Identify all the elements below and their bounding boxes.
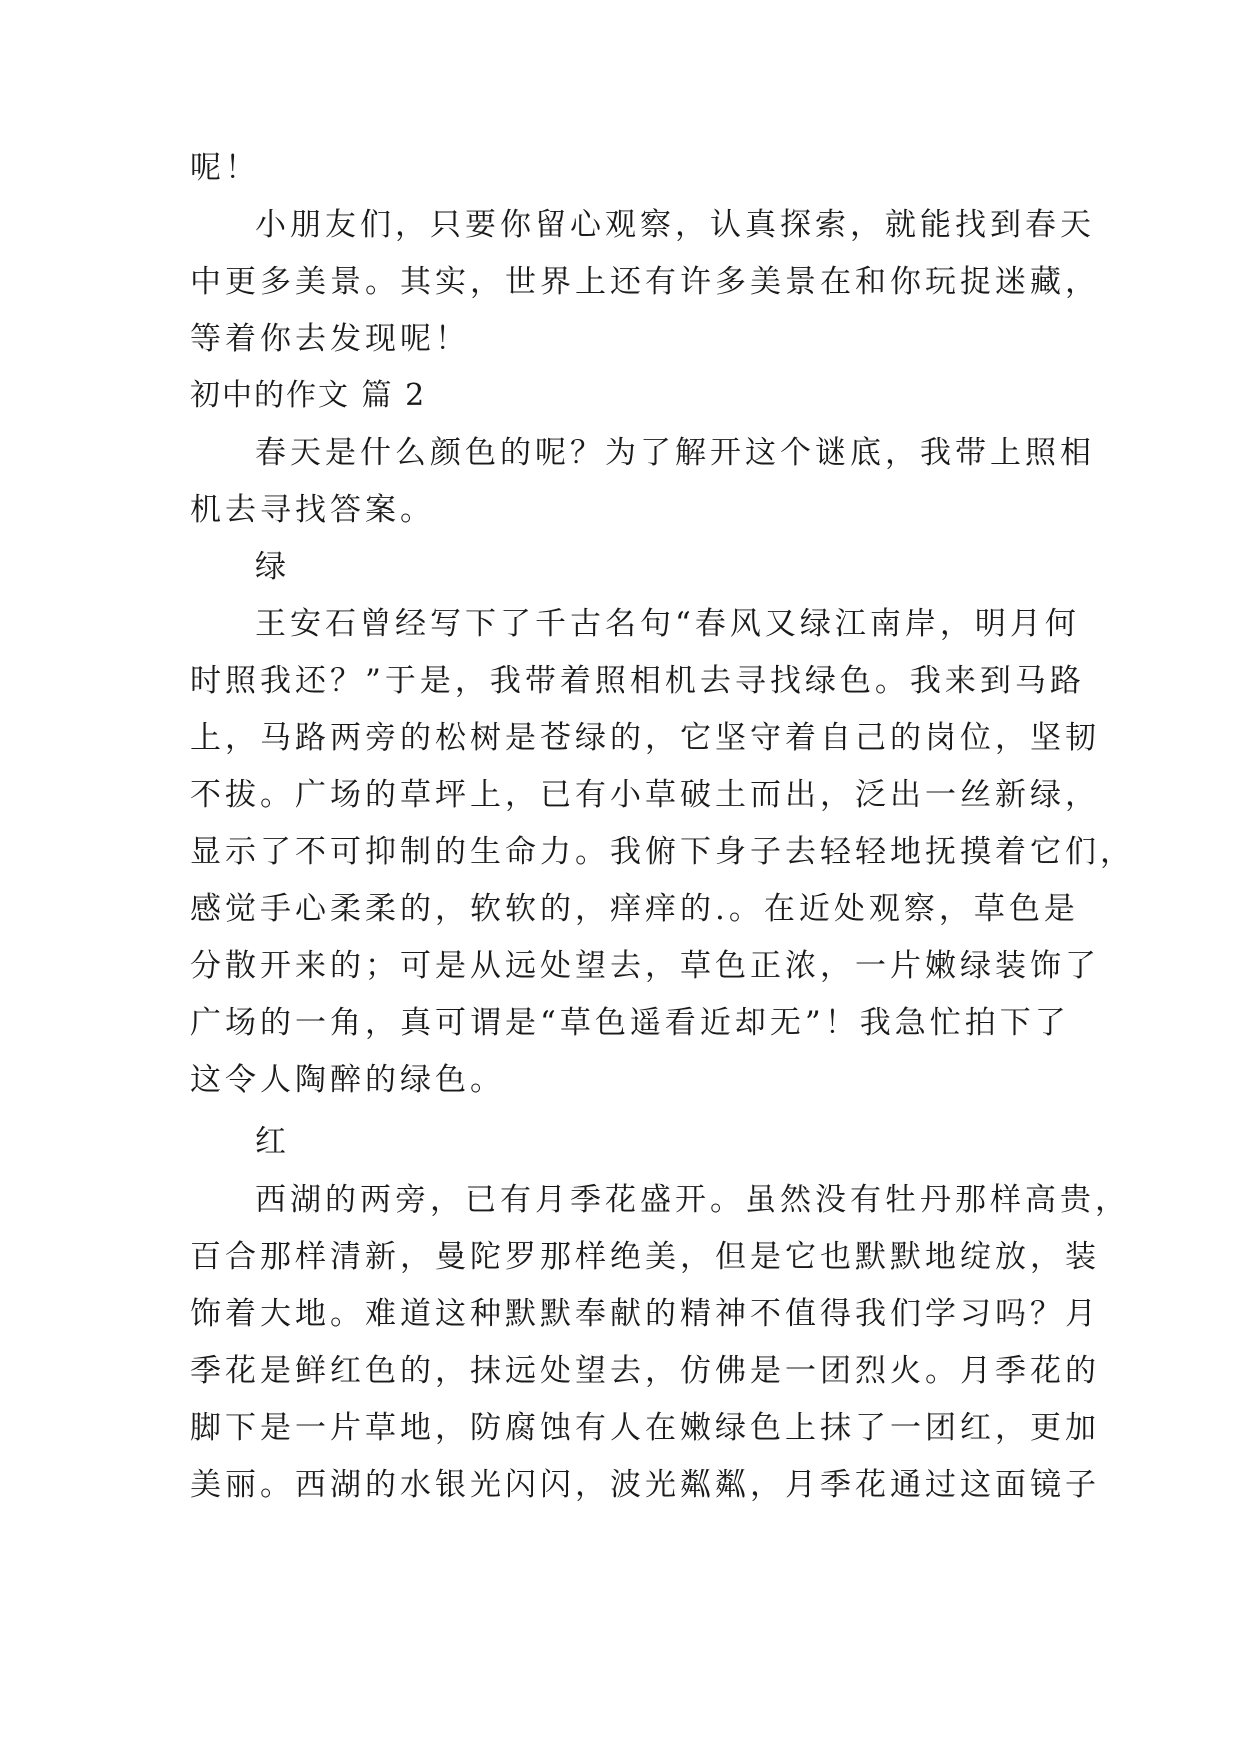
text-line: 不拔。广场的草坪上，已有小草破土而出，泛出一丝新绿，: [190, 777, 1100, 813]
text-line: 上，马路两旁的松树是苍绿的，它坚守着自己的岗位，坚韧: [190, 720, 1100, 756]
text-line: 中更多美景。其实，世界上还有许多美景在和你玩捉迷藏，: [190, 264, 1100, 300]
text-line: 显示了不可抑制的生命力。我俯下身子去轻轻地抚摸着它们，: [190, 834, 1135, 870]
text-line: 机去寻找答案。: [190, 492, 435, 528]
text-line: 感觉手心柔柔的，软软的，痒痒的.。在近处观察，草色是: [190, 891, 1079, 927]
text-line: 等着你去发现呢！: [190, 321, 470, 357]
text-line: 呢！: [190, 150, 260, 186]
paragraph-start: 王安石曾经写下了千古名句“春风又绿江南岸，明月何: [255, 606, 1080, 642]
text-line: 季花是鲜红色的，抹远处望去，仿佛是一团烈火。月季花的: [190, 1353, 1100, 1389]
text-line: 饰着大地。难道这种默默奉献的精神不值得我们学习吗？月: [190, 1296, 1100, 1332]
subheading-green: 绿: [255, 549, 290, 585]
section-heading: 初中的作文 篇 2: [190, 378, 427, 413]
text-line: 百合那样清新，曼陀罗那样绝美，但是它也默默地绽放，装: [190, 1239, 1100, 1275]
text-line: 时照我还？”于是，我带着照相机去寻找绿色。我来到马路: [190, 663, 1085, 699]
text-line: 分散开来的；可是从远处望去，草色正浓，一片嫩绿装饰了: [190, 948, 1100, 984]
text-line: 这令人陶醉的绿色。: [190, 1062, 505, 1098]
paragraph-start: 小朋友们，只要你留心观察，认真探索，就能找到春天: [255, 207, 1095, 243]
subheading-red: 红: [255, 1124, 290, 1160]
text-line: 脚下是一片草地，防腐蚀有人在嫩绿色上抹了一团红，更加: [190, 1410, 1100, 1446]
text-line: 广场的一角，真可谓是“草色遥看近却无”！我急忙拍下了: [190, 1005, 1070, 1041]
text-line: 美丽。西湖的水银光闪闪，波光粼粼，月季花通过这面镜子: [190, 1467, 1100, 1503]
paragraph-start: 西湖的两旁，已有月季花盛开。虽然没有牡丹那样高贵，: [255, 1182, 1130, 1218]
paragraph-start: 春天是什么颜色的呢？为了解开这个谜底，我带上照相: [255, 435, 1095, 471]
